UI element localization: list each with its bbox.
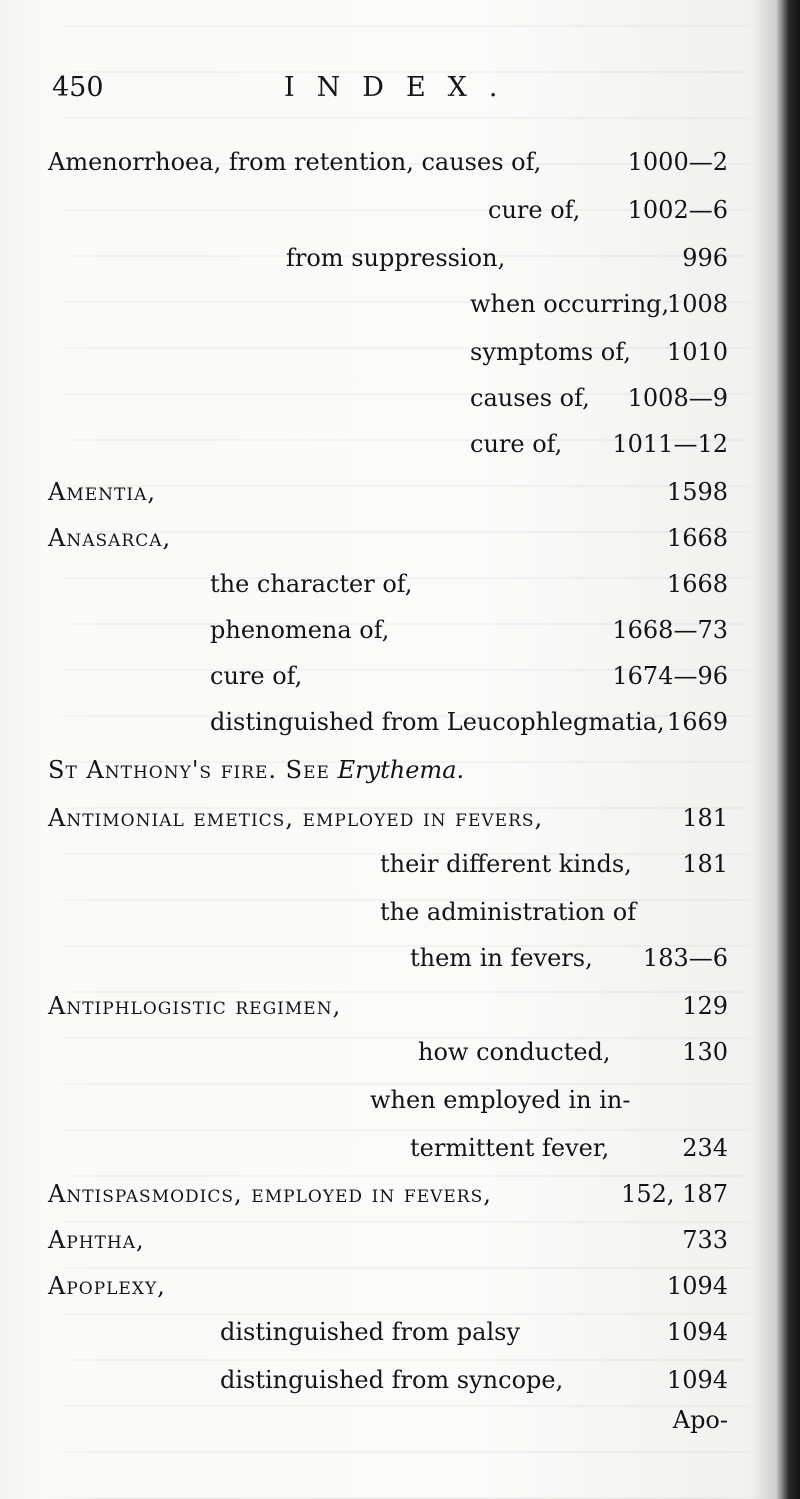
entry-page: 129: [682, 992, 728, 1020]
entry-page: 996: [682, 244, 728, 272]
entry-page: 1010: [666, 338, 728, 366]
entry-page: 152, 187: [621, 1180, 728, 1208]
entry-text: cure of,: [210, 662, 303, 690]
index-entry: [48, 796, 728, 840]
index-entry: [48, 1078, 728, 1122]
entry-text: Amentia,: [48, 478, 156, 506]
entry-text: termittent fever,: [410, 1134, 610, 1162]
index-entry: [48, 748, 728, 792]
entry-text: distinguished from palsy: [220, 1318, 521, 1346]
index-entry: [48, 608, 728, 652]
index-entry: [48, 470, 728, 514]
entry-cross-reference: Erythema.: [337, 756, 465, 784]
page-number: 450: [52, 72, 104, 103]
entry-page: 1002—6: [627, 196, 728, 224]
entry-text: Anasarca,: [48, 524, 172, 552]
entry-text: them in fevers,: [410, 944, 593, 972]
index-entry: [48, 936, 728, 980]
entry-text: cure of,: [470, 430, 563, 458]
entry-page: 234: [682, 1134, 728, 1162]
entry-page: 1668—73: [612, 616, 728, 644]
entry-page: 733: [682, 1226, 728, 1254]
entry-page: 1000—2: [627, 148, 728, 176]
index-entry: [48, 516, 728, 560]
index-entry: [48, 890, 728, 934]
entry-text: Antimonial emetics, employed in fevers,: [48, 804, 544, 832]
index-entry: [48, 140, 728, 184]
index-entry: [48, 562, 728, 606]
entry-page: 1674—96: [612, 662, 728, 690]
entry-page: 1668: [666, 524, 728, 552]
entry-text: Amenorrhoea, from retention, causes of,: [48, 148, 542, 176]
index-entry: [48, 422, 728, 466]
entry-text: their different kinds,: [380, 850, 632, 878]
entry-text: Antiphlogistic regimen,: [48, 992, 342, 1020]
entry-text: distinguished from Leucophlegmatia,: [210, 708, 665, 736]
entry-page: 1598: [666, 478, 728, 506]
index-entry: [48, 1030, 728, 1074]
entry-text: from suppression,: [286, 244, 506, 272]
entry-text: symptoms of,: [470, 338, 631, 366]
page-title: INDEX.: [284, 72, 520, 103]
entry-text: St Anthony's fire. See: [48, 756, 330, 784]
entry-text: Antispasmodics, employed in fevers,: [48, 1180, 492, 1208]
index-entry: [48, 984, 728, 1028]
entry-text: distinguished from syncope,: [220, 1366, 564, 1394]
index-entry: [48, 236, 728, 280]
entry-page: 1094: [666, 1318, 728, 1346]
entry-text: when employed in in-: [370, 1086, 631, 1114]
entry-text: Apoplexy,: [48, 1272, 166, 1300]
entry-text: when occurring,: [470, 290, 670, 318]
entry-page: 1668: [666, 570, 728, 598]
entry-text: Aphtha,: [48, 1226, 145, 1254]
entry-text: phenomena of,: [210, 616, 390, 644]
entry-page: 183—6: [642, 944, 728, 972]
index-entry: [48, 1172, 728, 1216]
index-entry: [48, 700, 728, 744]
index-entry: [48, 1126, 728, 1170]
index-entry: [48, 1358, 728, 1402]
entry-page: 181: [682, 804, 728, 832]
index-entry: [48, 1264, 728, 1308]
entry-page: 1011—12: [612, 430, 728, 458]
entry-text: the administration of: [380, 898, 637, 926]
entry-text: cure of,: [488, 196, 581, 224]
index-entry: [48, 282, 728, 326]
entry-page: 181: [682, 850, 728, 878]
entry-page: 1094: [666, 1272, 728, 1300]
entry-page: 1094: [666, 1366, 728, 1394]
index-entry: [48, 654, 728, 698]
entry-page: 1669: [666, 708, 728, 736]
index-entry: [48, 188, 728, 232]
index-entry: [48, 1218, 728, 1262]
index-entry: [48, 842, 728, 886]
entry-page: 1008—9: [627, 384, 728, 412]
entry-page: 130: [682, 1038, 728, 1066]
index-entry: [48, 1310, 728, 1354]
page-header: [52, 72, 732, 112]
entry-page: 1008: [666, 290, 728, 318]
entry-text: how conducted,: [418, 1038, 611, 1066]
index-entry: [48, 376, 728, 420]
index-entry: [48, 330, 728, 374]
entry-text: the character of,: [210, 570, 413, 598]
catchword: Apo-: [672, 1406, 728, 1434]
entry-text: causes of,: [470, 384, 590, 412]
